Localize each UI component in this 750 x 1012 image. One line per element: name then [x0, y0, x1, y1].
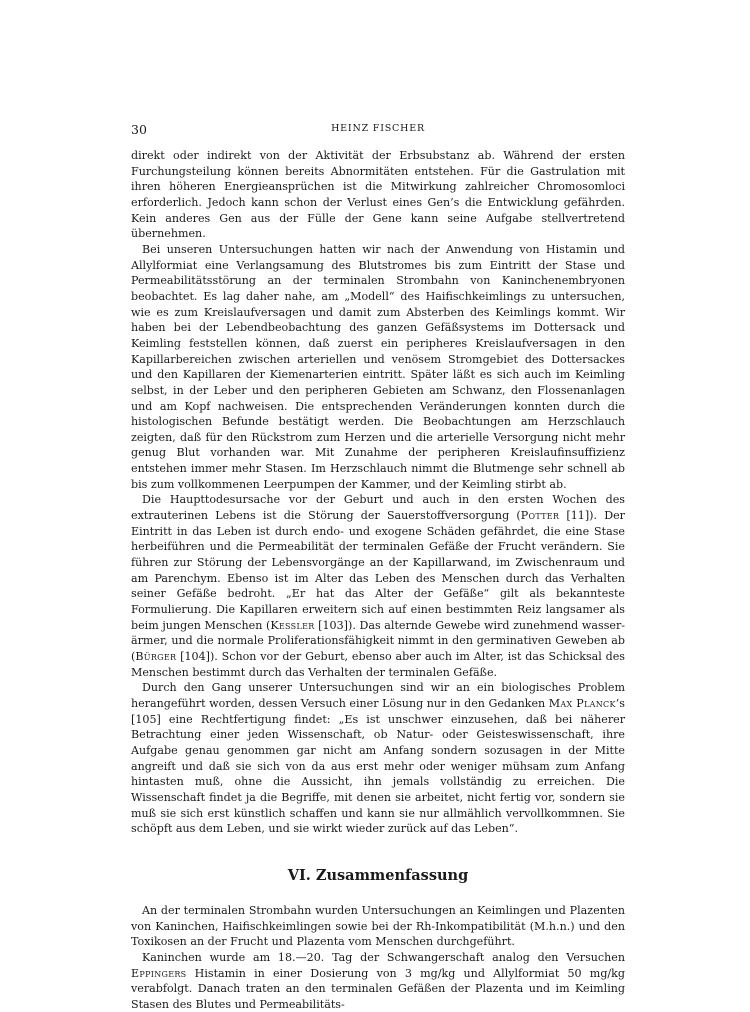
paragraph-text: Durch den Gang unserer Untersuchungen sind wir an ein biologisches Problem herangeführt worden, dessen Versuch einer Lösung nur in den Gedanken — [131, 681, 625, 710]
paragraph-text: [11]). Der Eintritt in das Leben ist durch endo- und exogene Schäden gefährdet, die eine Stase herbeiführen und die Permeabilität der terminalen Gefäße der Frucht verändern. Sie führen zur Störung der Lebensvorgänge an der Kapillarwand, im Zwischenraum und am Parenchym. Ebenso ist im Alter das Leben des Menschen durch das Verhalten seiner Gefäße bedroht. „Er hat das Alter der Gefäße“ gilt als bekannteste Formulierung. Die Kapillaren erweitern sich auf einen bestimmten Reiz langsamer als beim jungen Menschen ( — [131, 509, 625, 632]
page — [131, 122, 625, 1012]
summary-paragraph-2 — [131, 950, 625, 1012]
paragraph-planck-quote — [131, 680, 625, 837]
paragraph-text: Kaninchen wurde am 18.—20. Tag der Schwangerschaft analog den Versuchen — [142, 950, 625, 964]
paragraph-text: [104]). Schon vor der Geburt, ebenso aber auch im Alter, ist das Schicksal des Menschen bestimmt durch das Verhalten der terminalen Gefäße. — [131, 650, 625, 679]
author-name-eppinger: Eppingers — [131, 966, 187, 980]
summary-paragraph-1: An der terminalen Strombahn wurden Untersuchungen an Keimlingen und Plazenten von Kaninchen, Haifischkeimlingen sowie bei der Rh-Inkompatibilität (M.h.n.) und den Toxikosen an der Frucht und Plazenta vom Menschen durchgeführt. — [131, 903, 625, 949]
paragraph-text: [103]). Das alternde Gewebe wird zunehmend wasserärmer, und die normale Proliferationsfähigkeit nimmt in den germinativen Geweben ab ( — [131, 618, 626, 663]
paragraph-kreislauf: Bei unseren Untersuchungen hatten wir nach der Anwendung von Histamin und Allylformiat eine Verlangsamung des Blutstromes bis zum Eintritt der Stase und Permeabilitätsstörung an der terminalen Strombahn von Kaninchenembryonen beobachtet. Es lag daher nahe, am „Modell“ des Haifischkeimlings zu untersuchen, wie es zum Kreislaufversagen und damit zum Absterben des Keimlings kommt. Wir haben bei der Lebendbeobachtung des ganzen Gefäßsystems im Dottersack und Keimling feststellen können, daß zuerst ein peripheres Kreislaufversagen in den Kapillarbereichen zwischen arteriellen und venösem Stromgebiet des Dottersackes und den Kapillaren der Kiemenarterien eintritt. Später läßt es sich auch im Keimling selbst, in der Leber und den peripheren Gebieten am Schwanz, den Flossenanlagen und am Kopf nachweisen. Die entsprechenden Veränderungen konnten durch die histologischen Befunde bestätigt werden. Die Beobachtungen am Herzschlauch zeigten, daß für den Rückstrom zum Herzen und die arterielle Versorgung nicht mehr genug Blut vorhanden war. Mit Zunahme der peripheren Kreislaufinsuffizienz entstehen immer mehr Stasen. Im Herzschlauch nimmt die Blutmenge sehr schnell ab bis zum vollkommenen Leerpumpen der Kammer, und der Keimling stirbt ab. — [131, 242, 625, 491]
page-number: 30 — [131, 122, 147, 137]
paragraph-todesursache — [131, 492, 625, 680]
running-title: HEINZ FISCHER — [331, 123, 425, 134]
paragraph-text: Die Haupttodesursache vor der Geburt und auch in den ersten Wochen des extrauterinen Lebens ist die Störung der Sauerstoffversorgung ( — [131, 493, 625, 523]
author-name-potter: Potter — [520, 509, 560, 523]
paragraph-text: Histamin in einer Dosierung von 3 mg/kg und Allylformiat 50 mg/kg verabfolgt. Danach traten an den terminalen Gefäßen der Plazenta und im Keimling Stasen des Blutes und Permeabilitäts- — [131, 966, 625, 1011]
paragraph-text: ’s [105] eine Rechtfertigung findet: „Es ist unschwer einzusehen, daß bei näherer Betrachtung einer jeden Wissenschaft, ob Natur- oder Geisteswissenschaft, ihre Aufgabe genau genommen gar nicht am Anfang sondern sozusagen in der Mitte angreift und daß sie sich von da aus erst mehr oder weniger mühsam zum Anfang hintasten muß, ohne die Aussicht, ihn jemals vollständig zu erreichen. Die Wissenschaft findet ja die Begriffe, mit denen sie arbeitet, nicht fertig vor, sondern sie muß sie sich erst künstlich schaffen und kann sie nur allmählich vervollkommnen. Sie schöpft aus dem Leben, und sie wirkt wieder zurück auf das Leben“. — [131, 696, 625, 836]
author-name-planck: Max Planck — [548, 696, 616, 710]
running-head — [131, 122, 625, 140]
section-heading: VI. Zusammenfassung — [287, 866, 469, 884]
author-name-kessler: Kessler — [270, 618, 315, 632]
paragraph-continuation: direkt oder indirekt von der Aktivität der Erbsubstanz ab. Während der ersten Furchungsteilung können bereits Abnormitäten entstehen. Für die Gastrulation mit ihren höheren Energieansprüchen ist die Mitwirkung zahlreicher Chromosomloci erforderlich. Jedoch kann schon der Verlust eines Gen’s die Entwicklung gefährden. Kein anderes Gen aus der Fülle der Gene kann seine Aufgabe stellvertretend übernehmen. — [131, 149, 625, 241]
author-name-buerger: Bürger — [135, 650, 177, 663]
